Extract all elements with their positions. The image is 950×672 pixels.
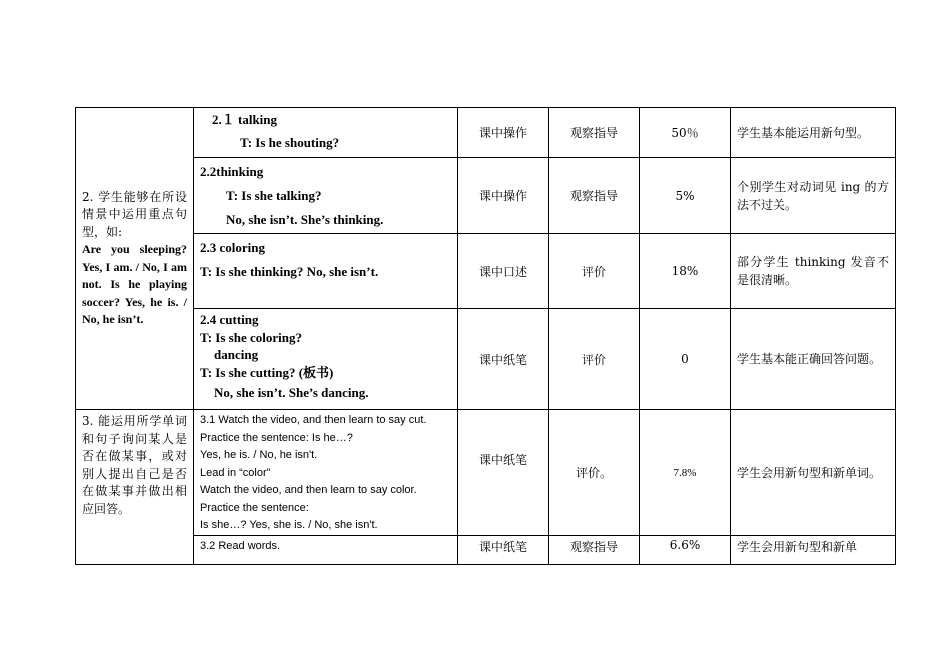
rate-cell: 18%	[640, 234, 731, 309]
activity-line: T: Is she cutting? (板书)	[200, 364, 334, 380]
activity-line: 3.2 Read words.	[200, 540, 281, 552]
activity-cell	[194, 536, 458, 565]
activity-line: dancing	[214, 347, 259, 362]
table-row	[76, 234, 896, 309]
mode-cell: 课中操作	[458, 158, 549, 234]
table-row	[76, 536, 896, 565]
activity-line: 2.１ talking	[212, 112, 278, 127]
activity-line: Practice the sentence: Is he…?	[200, 431, 353, 444]
objective-text: 3. 能运用所学单词和句子询问某人是否在做某事，或对别人提出自己是否在做某事并做出相应回答。	[82, 414, 187, 516]
mode-cell: 课中纸笔	[458, 410, 549, 536]
activity-line: Watch the video, and then learn to say color.	[200, 484, 417, 496]
table-row	[76, 158, 896, 234]
table-row	[76, 410, 896, 536]
activity-line: No, she isn’t. She’s dancing.	[214, 385, 369, 400]
activity-cell	[194, 234, 458, 309]
method-cell: 观察指导	[549, 158, 640, 234]
activity-cell	[194, 108, 458, 158]
method-cell: 评价	[549, 234, 640, 309]
rate-cell: 50％	[640, 108, 731, 158]
objective-cell	[76, 410, 194, 565]
rate-cell: 7.8%	[640, 410, 731, 536]
result-cell: 部分学生 thinking 发音不是很清晰。	[731, 234, 896, 309]
table-row	[76, 108, 896, 158]
mode-cell: 课中操作	[458, 108, 549, 158]
activity-cell	[194, 158, 458, 234]
method-cell: 观察指导	[549, 536, 640, 565]
result-cell: 学生会用新句型和新单	[731, 536, 896, 565]
activity-line: 2.2thinking	[200, 164, 264, 179]
rate-cell: 6.6%	[640, 536, 731, 565]
activity-line: T: Is she coloring?	[200, 329, 302, 345]
lesson-evaluation-table	[75, 107, 896, 565]
mode-cell: 课中纸笔	[458, 536, 549, 565]
result-cell: 学生会用新句型和新单词。	[731, 410, 896, 536]
activity-line: 2.3 coloring	[200, 240, 265, 255]
activity-cell	[194, 410, 458, 536]
method-cell: 评价	[549, 309, 640, 410]
objective-text: 2. 学生能够在所设情景中运用重点句型，如:	[82, 189, 187, 239]
activity-cell	[194, 309, 458, 410]
activity-line: 3.1 Watch the video, and then learn to say cut.	[200, 414, 427, 426]
objective-example: Are you sleeping? Yes, I am. / No, I am not. Is he playing soccer? Yes, he is. / No, he isn’t.	[82, 242, 187, 326]
activity-line: Practice the sentence:	[200, 501, 309, 514]
rate-cell: 5%	[640, 158, 731, 234]
result-cell: 学生基本能正确回答问题。	[731, 309, 896, 410]
activity-line: T: Is he shouting?	[240, 135, 340, 150]
rate-cell: 0	[640, 309, 731, 410]
objective-cell	[76, 108, 194, 410]
activity-line: No, she isn’t. She’s thinking.	[226, 212, 384, 227]
activity-line: Lead in “color”	[200, 466, 271, 479]
table-row	[76, 309, 896, 410]
mode-cell: 课中纸笔	[458, 309, 549, 410]
result-cell: 学生基本能运用新句型。	[731, 108, 896, 158]
activity-line: T: Is she thinking? No, she isn’t.	[200, 264, 379, 279]
mode-cell: 课中口述	[458, 234, 549, 309]
activity-line: T: Is she talking?	[226, 188, 322, 203]
method-cell: 观察指导	[549, 108, 640, 158]
result-cell: 个别学生对动词见 ing 的方法不过关。	[731, 158, 896, 234]
method-cell: 评价。	[549, 410, 640, 536]
activity-line: 2.4 cutting	[200, 312, 259, 327]
activity-line: Is she…? Yes, she is. / No, she isn't.	[200, 519, 378, 531]
activity-line: Yes, he is. / No, he isn't.	[200, 449, 318, 461]
